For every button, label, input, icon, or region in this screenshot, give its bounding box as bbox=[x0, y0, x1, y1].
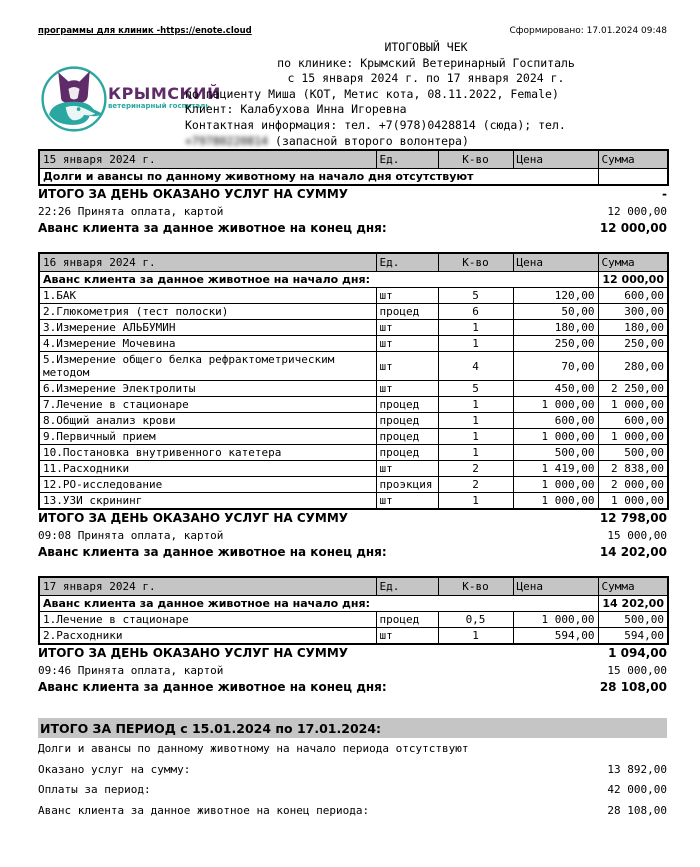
service-name-cell: 12.РО-исследование bbox=[39, 477, 376, 493]
opening-balance-row bbox=[39, 272, 668, 288]
service-unit-cell: процед bbox=[376, 429, 438, 445]
service-name-cell: 1.БАК bbox=[39, 288, 376, 304]
opening-balance-row bbox=[39, 169, 668, 186]
payment-value: 15 000,00 bbox=[607, 529, 667, 543]
payment-value: 15 000,00 bbox=[607, 664, 667, 678]
service-qty-cell: 0,5 bbox=[438, 612, 513, 628]
service-qty-cell: 2 bbox=[438, 461, 513, 477]
day-total-label: ИТОГО ЗА ДЕНЬ ОКАЗАНО УСЛУГ НА СУММУ bbox=[38, 511, 349, 526]
summary-row-value: 28 108,00 bbox=[607, 803, 667, 817]
column-header-price: Цена bbox=[513, 253, 598, 272]
service-qty-cell: 1 bbox=[438, 628, 513, 645]
service-unit-cell: шт bbox=[376, 288, 438, 304]
top-bar bbox=[38, 26, 667, 37]
summary-row-value: 13 892,00 bbox=[607, 762, 667, 776]
enote-cloud-link[interactable]: программы для клиник -https://enote.cloud bbox=[38, 26, 252, 36]
column-header-price: Цена bbox=[513, 150, 598, 169]
summary-row bbox=[38, 781, 667, 800]
column-header-sum: Сумма bbox=[598, 150, 668, 169]
day-total-line bbox=[38, 186, 667, 203]
service-row bbox=[39, 304, 668, 320]
redacted-phone: +79780220814 bbox=[185, 133, 269, 148]
service-unit-cell: шт bbox=[376, 336, 438, 352]
opening-balance-label: Долги и авансы по данному животному на начало дня отсутствуют bbox=[39, 169, 598, 186]
service-row bbox=[39, 397, 668, 413]
receipt-header bbox=[38, 40, 667, 149]
service-name-cell: 8.Общий анализ крови bbox=[39, 413, 376, 429]
service-unit-cell: процед bbox=[376, 612, 438, 628]
service-row bbox=[39, 336, 668, 352]
service-row bbox=[39, 628, 668, 645]
service-sum-cell: 1 000,00 bbox=[598, 493, 668, 510]
client-line: Клиент: Калабухова Инна Игоревна bbox=[185, 102, 407, 117]
opening-balance-label: Аванс клиента за данное животное на начало дня: bbox=[39, 596, 598, 612]
day-table bbox=[38, 149, 669, 186]
service-qty-cell: 1 bbox=[438, 413, 513, 429]
summary-row bbox=[38, 761, 667, 780]
service-name-cell: 7.Лечение в стационаре bbox=[39, 397, 376, 413]
service-unit-cell: процед bbox=[376, 445, 438, 461]
service-qty-cell: 1 bbox=[438, 445, 513, 461]
logo-title: КРЫМСКИЙ bbox=[108, 84, 221, 104]
service-unit-cell: шт bbox=[376, 628, 438, 645]
service-unit-cell: процед bbox=[376, 304, 438, 320]
day-total-label: ИТОГО ЗА ДЕНЬ ОКАЗАНО УСЛУГ НА СУММУ bbox=[38, 646, 349, 661]
day-closing-value: 28 108,00 bbox=[599, 680, 667, 695]
service-sum-cell: 600,00 bbox=[598, 288, 668, 304]
service-qty-cell: 2 bbox=[438, 477, 513, 493]
day-section-3 bbox=[38, 576, 667, 696]
service-sum-cell: 500,00 bbox=[598, 445, 668, 461]
payment-line bbox=[38, 662, 667, 679]
service-price-cell: 180,00 bbox=[513, 320, 598, 336]
contact-line-2-note: (запасной второго волонтера) bbox=[268, 133, 469, 148]
service-price-cell: 594,00 bbox=[513, 628, 598, 645]
service-unit-cell: проэкция bbox=[376, 477, 438, 493]
service-qty-cell: 1 bbox=[438, 320, 513, 336]
summary-row bbox=[38, 740, 667, 759]
service-name-cell: 6.Измерение Электролиты bbox=[39, 381, 376, 397]
service-name-cell: 11.Расходники bbox=[39, 461, 376, 477]
service-qty-cell: 5 bbox=[438, 381, 513, 397]
column-header-qty: К-во bbox=[438, 253, 513, 272]
day-table bbox=[38, 576, 669, 645]
service-sum-cell: 594,00 bbox=[598, 628, 668, 645]
service-price-cell: 1 000,00 bbox=[513, 477, 598, 493]
table-header-row bbox=[39, 577, 668, 596]
column-header-unit: Ед. bbox=[376, 253, 438, 272]
service-unit-cell: процед bbox=[376, 397, 438, 413]
contact-line-2 bbox=[185, 134, 667, 150]
service-qty-cell: 4 bbox=[438, 352, 513, 381]
service-unit-cell: процед bbox=[376, 413, 438, 429]
service-unit-cell: шт bbox=[376, 352, 438, 381]
service-qty-cell: 1 bbox=[438, 336, 513, 352]
service-row bbox=[39, 413, 668, 429]
service-price-cell: 70,00 bbox=[513, 352, 598, 381]
service-row bbox=[39, 477, 668, 493]
service-unit-cell: шт bbox=[376, 320, 438, 336]
service-name-cell: 4.Измерение Мочевина bbox=[39, 336, 376, 352]
service-price-cell: 1 419,00 bbox=[513, 461, 598, 477]
service-row bbox=[39, 461, 668, 477]
day-date-cell: 17 января 2024 г. bbox=[39, 577, 376, 596]
period-summary bbox=[38, 718, 667, 820]
service-row bbox=[39, 612, 668, 628]
service-qty-cell: 1 bbox=[438, 397, 513, 413]
day-closing-line bbox=[38, 679, 667, 696]
day-section-2 bbox=[38, 252, 667, 561]
logo-subtitle: ветеринарный госпиталь bbox=[108, 102, 210, 111]
service-price-cell: 1 000,00 bbox=[513, 397, 598, 413]
service-name-cell: 3.Измерение АЛЬБУМИН bbox=[39, 320, 376, 336]
day-total-value: 12 798,00 bbox=[599, 511, 667, 526]
service-row bbox=[39, 493, 668, 510]
service-name-cell: 13.УЗИ скрининг bbox=[39, 493, 376, 510]
payment-label: 22:26 Принята оплата, картой bbox=[38, 205, 224, 219]
service-name-cell: 9.Первичный прием bbox=[39, 429, 376, 445]
receipt-title: ИТОГОВЫЙ ЧЕК bbox=[384, 40, 468, 54]
service-row bbox=[39, 445, 668, 461]
summary-row bbox=[38, 802, 667, 821]
summary-row-label: Оплаты за период: bbox=[38, 783, 151, 797]
day-section-1 bbox=[38, 149, 667, 237]
clinic-logo bbox=[38, 40, 221, 149]
day-date-cell: 16 января 2024 г. bbox=[39, 253, 376, 272]
day-table bbox=[38, 252, 669, 510]
service-sum-cell: 500,00 bbox=[598, 612, 668, 628]
day-total-value: 1 094,00 bbox=[608, 646, 667, 661]
opening-balance-label: Аванс клиента за данное животное на начало дня: bbox=[39, 272, 598, 288]
column-header-qty: К-во bbox=[438, 577, 513, 596]
opening-balance-value: 14 202,00 bbox=[598, 596, 668, 612]
opening-balance-value bbox=[598, 169, 668, 186]
service-row bbox=[39, 429, 668, 445]
day-closing-label: Аванс клиента за данное животное на конец дня: bbox=[38, 680, 387, 695]
service-price-cell: 250,00 bbox=[513, 336, 598, 352]
day-closing-value: 14 202,00 bbox=[599, 545, 667, 560]
column-header-unit: Ед. bbox=[376, 150, 438, 169]
service-row bbox=[39, 352, 668, 381]
service-price-cell: 120,00 bbox=[513, 288, 598, 304]
receipt-info-block bbox=[185, 40, 667, 149]
contact-line: Контактная информация: тел. +7(978)0428814 (сюда); тел. bbox=[185, 117, 566, 132]
service-price-cell: 450,00 bbox=[513, 381, 598, 397]
clinic-line: по клинике: Крымский Ветеринарный Госпиталь bbox=[277, 55, 575, 70]
day-closing-line bbox=[38, 220, 667, 237]
service-unit-cell: шт bbox=[376, 461, 438, 477]
service-name-cell: 5.Измерение общего белка рефрактометрическим методом bbox=[39, 352, 376, 381]
service-row bbox=[39, 381, 668, 397]
service-price-cell: 600,00 bbox=[513, 413, 598, 429]
service-sum-cell: 250,00 bbox=[598, 336, 668, 352]
period-summary-rows bbox=[38, 740, 667, 820]
day-date-cell: 15 января 2024 г. bbox=[39, 150, 376, 169]
service-sum-cell: 600,00 bbox=[598, 413, 668, 429]
table-header-row bbox=[39, 253, 668, 272]
day-closing-value: 12 000,00 bbox=[599, 221, 667, 236]
patient-line: по пациенту Миша (КОТ, Метис кота, 08.11.2022, Female) bbox=[185, 86, 559, 101]
service-qty-cell: 1 bbox=[438, 429, 513, 445]
day-closing-label: Аванс клиента за данное животное на конец дня: bbox=[38, 221, 387, 236]
service-qty-cell: 6 bbox=[438, 304, 513, 320]
service-sum-cell: 2 250,00 bbox=[598, 381, 668, 397]
column-header-sum: Сумма bbox=[598, 253, 668, 272]
summary-row-label: Оказано услуг на сумму: bbox=[38, 762, 191, 776]
service-price-cell: 50,00 bbox=[513, 304, 598, 320]
column-header-qty: К-во bbox=[438, 150, 513, 169]
daily-sections bbox=[38, 149, 667, 696]
service-price-cell: 500,00 bbox=[513, 445, 598, 461]
service-name-cell: 1.Лечение в стационаре bbox=[39, 612, 376, 628]
service-sum-cell: 280,00 bbox=[598, 352, 668, 381]
opening-balance-value: 12 000,00 bbox=[598, 272, 668, 288]
service-sum-cell: 2 000,00 bbox=[598, 477, 668, 493]
service-sum-cell: 300,00 bbox=[598, 304, 668, 320]
service-name-cell: 2.Расходники bbox=[39, 628, 376, 645]
payment-value: 12 000,00 bbox=[607, 205, 667, 219]
day-total-line bbox=[38, 645, 667, 662]
payment-label: 09:46 Принята оплата, картой bbox=[38, 664, 224, 678]
day-total-value: - bbox=[662, 187, 667, 202]
service-price-cell: 1 000,00 bbox=[513, 493, 598, 510]
generated-timestamp: Сформировано: 17.01.2024 09:48 bbox=[509, 26, 667, 36]
cat-dog-logo-icon bbox=[38, 61, 110, 137]
column-header-unit: Ед. bbox=[376, 577, 438, 596]
service-qty-cell: 5 bbox=[438, 288, 513, 304]
table-header-row bbox=[39, 150, 668, 169]
service-name-cell: 10.Постановка внутривенного катетера bbox=[39, 445, 376, 461]
service-row bbox=[39, 320, 668, 336]
service-row bbox=[39, 288, 668, 304]
service-unit-cell: шт bbox=[376, 381, 438, 397]
payment-label: 09:08 Принята оплата, картой bbox=[38, 529, 224, 543]
service-qty-cell: 1 bbox=[438, 493, 513, 510]
summary-row-label: Долги и авансы по данному животному на начало периода отсутствуют bbox=[38, 742, 469, 756]
service-price-cell: 1 000,00 bbox=[513, 612, 598, 628]
column-header-sum: Сумма bbox=[598, 577, 668, 596]
service-sum-cell: 1 000,00 bbox=[598, 429, 668, 445]
summary-row-value: 42 000,00 bbox=[607, 783, 667, 797]
payment-line bbox=[38, 203, 667, 220]
service-unit-cell: шт bbox=[376, 493, 438, 510]
period-summary-title: ИТОГО ЗА ПЕРИОД с 15.01.2024 по 17.01.2024: bbox=[38, 718, 667, 738]
day-closing-label: Аванс клиента за данное животное на конец дня: bbox=[38, 545, 387, 560]
service-price-cell: 1 000,00 bbox=[513, 429, 598, 445]
day-total-label: ИТОГО ЗА ДЕНЬ ОКАЗАНО УСЛУГ НА СУММУ bbox=[38, 187, 349, 202]
service-sum-cell: 2 838,00 bbox=[598, 461, 668, 477]
summary-row-label: Аванс клиента за данное животное на конец периода: bbox=[38, 803, 370, 817]
day-closing-line bbox=[38, 544, 667, 561]
payment-line bbox=[38, 527, 667, 544]
day-total-line bbox=[38, 510, 667, 527]
period-line: с 15 января 2024 г. по 17 января 2024 г. bbox=[287, 71, 565, 86]
service-sum-cell: 180,00 bbox=[598, 320, 668, 336]
opening-balance-row bbox=[39, 596, 668, 612]
service-sum-cell: 1 000,00 bbox=[598, 397, 668, 413]
service-name-cell: 2.Глюкометрия (тест полоски) bbox=[39, 304, 376, 320]
column-header-price: Цена bbox=[513, 577, 598, 596]
